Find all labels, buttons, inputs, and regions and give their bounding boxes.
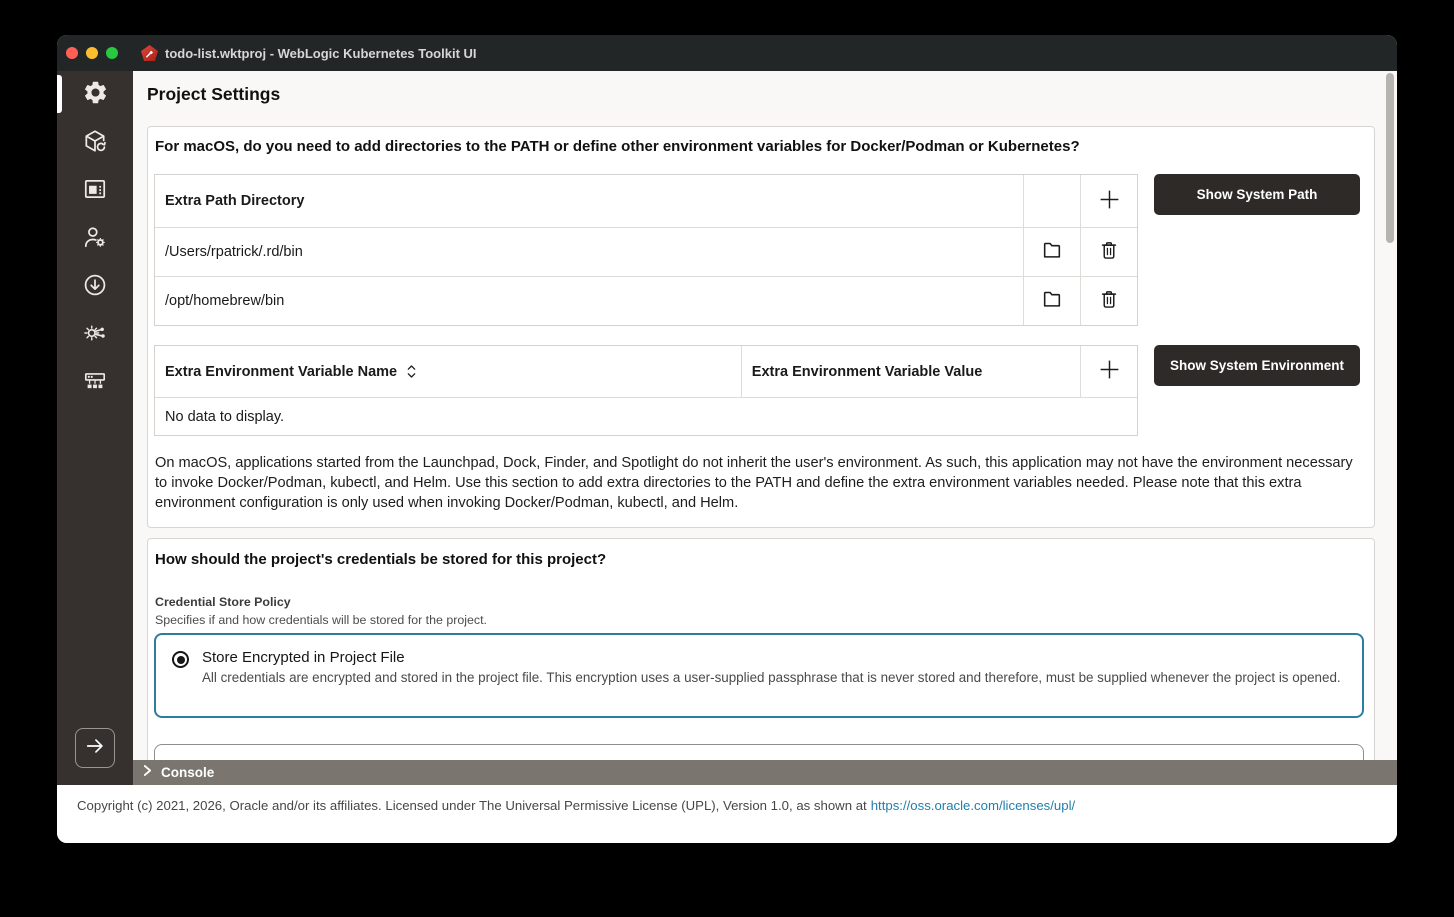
choose-directory-button[interactable] xyxy=(1023,228,1080,276)
console-toggle-bar[interactable] xyxy=(133,760,1397,785)
credential-store-policy-label: Credential Store Policy xyxy=(155,595,291,609)
sidebar xyxy=(57,71,133,785)
extra-path-table xyxy=(154,174,1138,326)
ingress-rack-icon xyxy=(82,368,108,399)
page-title: Project Settings xyxy=(147,84,281,104)
folder-icon xyxy=(1041,239,1063,265)
expand-sidebar-button[interactable] xyxy=(75,728,115,768)
close-window-button[interactable] xyxy=(66,47,78,59)
window-title: todo-list.wktproj - WebLogic Kubernetes Toolkit UI xyxy=(165,45,477,61)
credential-option-title: Store Encrypted in Project File xyxy=(202,649,405,666)
sidebar-item-project-settings[interactable] xyxy=(57,71,133,119)
delete-path-button[interactable] xyxy=(1080,277,1137,325)
trash-icon xyxy=(1098,288,1120,314)
plus-icon xyxy=(1098,358,1121,385)
macos-environment-question: For macOS, do you need to add directories to the PATH or define other environment variables for Docker/Podman or Kubernetes? xyxy=(155,138,1080,155)
extra-env-var-table xyxy=(154,345,1138,436)
chevron-right-icon xyxy=(143,764,152,782)
credentials-question: How should the project's credentials be stored for this project? xyxy=(155,551,607,568)
footer xyxy=(57,785,1397,843)
domain-user-icon xyxy=(82,224,108,255)
add-env-var-button[interactable] xyxy=(1080,346,1137,397)
show-system-environment-button[interactable]: Show System Environment xyxy=(1154,345,1360,386)
delete-path-button[interactable] xyxy=(1080,228,1137,276)
choose-directory-button[interactable] xyxy=(1023,277,1080,325)
settings-gear-icon xyxy=(82,79,109,111)
zoom-window-button[interactable] xyxy=(106,47,118,59)
app-window xyxy=(57,35,1397,843)
credential-option-partial[interactable] xyxy=(154,744,1364,760)
empty-header-cell xyxy=(1023,175,1080,227)
vertical-scrollbar[interactable] xyxy=(1386,73,1394,243)
credentials-card xyxy=(147,538,1375,760)
active-indicator xyxy=(57,75,62,113)
env-var-name-header[interactable] xyxy=(155,346,741,397)
sort-updown-icon[interactable] xyxy=(406,364,417,379)
license-link[interactable]: https://oss.oracle.com/licenses/upl/ xyxy=(870,798,1076,813)
credential-option-encrypted-project-file[interactable] xyxy=(154,633,1364,718)
titlebar xyxy=(57,35,1397,71)
env-var-name-header-label: Extra Environment Variable Name xyxy=(165,363,398,380)
table-row xyxy=(155,227,1137,276)
add-path-button[interactable] xyxy=(1080,175,1137,227)
sidebar-item-domain[interactable] xyxy=(57,215,133,263)
table-row xyxy=(155,276,1137,325)
wkt-app-icon xyxy=(141,45,158,61)
folder-icon xyxy=(1041,288,1063,314)
empty-table-message: No data to display. xyxy=(165,408,285,425)
sidebar-item-kubernetes[interactable] xyxy=(57,311,133,359)
extra-path-header: Extra Path Directory xyxy=(165,193,305,209)
arrow-right-icon xyxy=(84,735,106,762)
env-var-value-header: Extra Environment Variable Value xyxy=(741,346,1080,397)
kubernetes-network-icon xyxy=(82,320,108,351)
console-label: Console xyxy=(161,765,215,780)
macos-environment-card xyxy=(147,126,1375,528)
copyright-text: Copyright (c) 2021, 2026, Oracle and/or its affiliates. Licensed under The Universal Permissive License (UPL), Version 1.0, as shown at xyxy=(77,798,867,813)
credential-store-policy-help: Specifies if and how credentials will be stored for the project. xyxy=(155,613,487,627)
sidebar-item-image[interactable] xyxy=(57,167,133,215)
path-value[interactable]: /Users/rpatrick/.rd/bin xyxy=(165,244,303,260)
main-content xyxy=(133,71,1397,760)
trash-icon xyxy=(1098,239,1120,265)
minimize-window-button[interactable] xyxy=(86,47,98,59)
show-system-path-button[interactable]: Show System Path xyxy=(1154,174,1360,215)
image-window-icon xyxy=(82,176,108,207)
install-download-icon xyxy=(82,272,108,303)
sidebar-item-ingress[interactable] xyxy=(57,359,133,407)
model-cube-icon xyxy=(82,128,108,159)
sidebar-item-install[interactable] xyxy=(57,263,133,311)
sidebar-item-model[interactable] xyxy=(57,119,133,167)
macos-environment-description: On macOS, applications started from the Launchpad, Dock, Finder, and Spotlight do not inherit the user's environment. As such, this application may not have the environment necessary to invoke Docker/Podman, kubectl, and Helm. Use this section to add extra directories to the PATH and define the extra environment variables needed. Please note that this extra environment configuration is only used when invoking Docker/Podman, kubectl, and Helm. xyxy=(155,455,1353,511)
path-value[interactable]: /opt/homebrew/bin xyxy=(165,293,285,309)
credential-option-description: All credentials are encrypted and stored in the project file. This encryption uses a user-supplied passphrase that is never stored and therefore, must be supplied whenever the project is opened. xyxy=(202,670,1341,685)
radio-selected-icon[interactable] xyxy=(172,651,189,668)
plus-icon xyxy=(1098,188,1121,215)
